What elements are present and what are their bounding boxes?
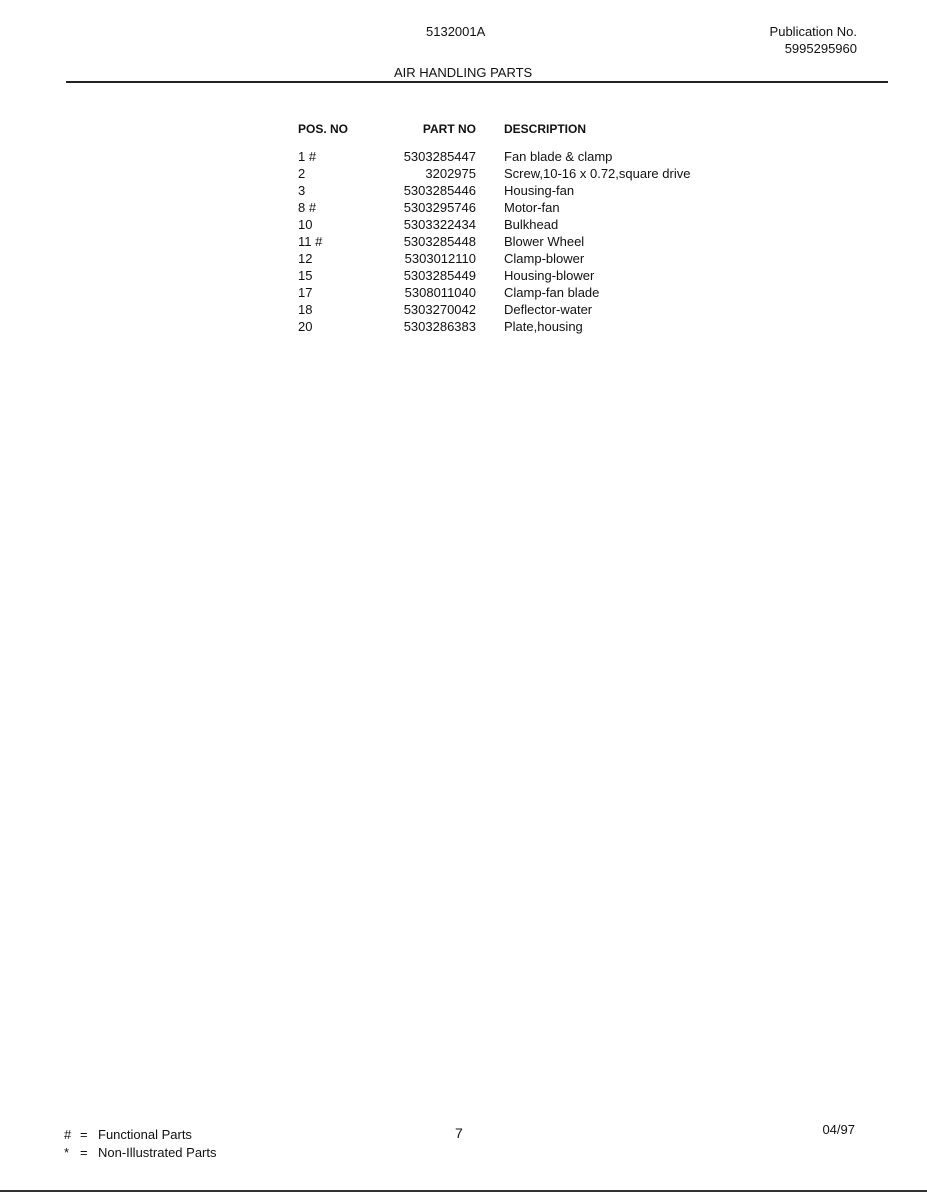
pos-cell: 10 [298,217,313,232]
legend-equals: = [80,1127,88,1142]
table-row [298,148,744,165]
pos-cell: 17 [298,285,313,300]
part-cell: 3202975 [425,166,476,181]
footer-divider [0,1190,927,1192]
pos-cell: 2 [298,166,306,181]
desc-cell: Clamp-fan blade [504,285,600,300]
pos-cell: 12 [298,251,313,266]
legend-text: Non-Illustrated Parts [98,1145,217,1160]
column-header-desc: DESCRIPTION [504,122,587,136]
desc-cell: Motor-fan [504,200,560,215]
publication-label: Publication No. [769,24,857,39]
desc-cell: Clamp-blower [504,251,585,266]
publication-date: 04/97 [822,1122,855,1137]
part-cell: 5303285449 [403,268,476,283]
table-row [298,165,744,182]
parts-table [298,122,744,335]
pos-cell: 15 [298,268,313,283]
desc-cell: Screw,10-16 x 0.72,square drive [504,166,691,181]
header-divider [66,81,888,83]
legend-symbol: # [64,1127,72,1142]
part-cell: 5303012110 [404,251,476,266]
column-header-part: PART NO [422,122,476,136]
legend-non-illustrated [64,1145,217,1160]
part-cell: 5303322434 [403,217,476,232]
table-header-row [298,122,744,148]
pos-cell: 1 # [298,149,317,164]
table-row [298,199,744,216]
legend-functional [64,1127,192,1142]
legend-equals: = [80,1145,88,1160]
desc-cell: Bulkhead [504,217,559,232]
part-cell: 5303285446 [403,183,476,198]
section-title: AIR HANDLING PARTS [394,65,533,80]
desc-cell: Fan blade & clamp [504,149,613,164]
desc-cell: Housing-blower [504,268,595,283]
table-row [298,216,744,233]
part-cell: 5303286383 [403,319,476,334]
table-row [298,284,744,301]
table-row [298,301,744,318]
publication-number: 5995295960 [784,41,857,56]
legend-text: Functional Parts [98,1127,192,1142]
part-cell: 5303285447 [403,149,476,164]
desc-cell: Deflector-water [504,302,593,317]
model-number: 5132001A [426,24,486,39]
pos-cell: 20 [298,319,313,334]
pos-cell: 11 # [298,234,323,249]
column-header-pos: POS. NO [298,122,349,136]
desc-cell: Housing-fan [504,183,575,198]
desc-cell: Plate,housing [504,319,583,334]
part-cell: 5308011040 [404,285,476,300]
pos-cell: 8 # [298,200,317,215]
table-row [298,182,744,199]
table-row [298,318,744,335]
desc-cell: Blower Wheel [504,234,585,249]
pos-cell: 18 [298,302,313,317]
table-row [298,233,744,250]
part-cell: 5303285448 [403,234,476,249]
legend-symbol: * [64,1145,70,1160]
part-cell: 5303270042 [403,302,476,317]
part-cell: 5303295746 [403,200,476,215]
pos-cell: 3 [298,183,306,198]
page-number: 7 [455,1125,463,1141]
table-row [298,250,744,267]
table-row [298,267,744,284]
